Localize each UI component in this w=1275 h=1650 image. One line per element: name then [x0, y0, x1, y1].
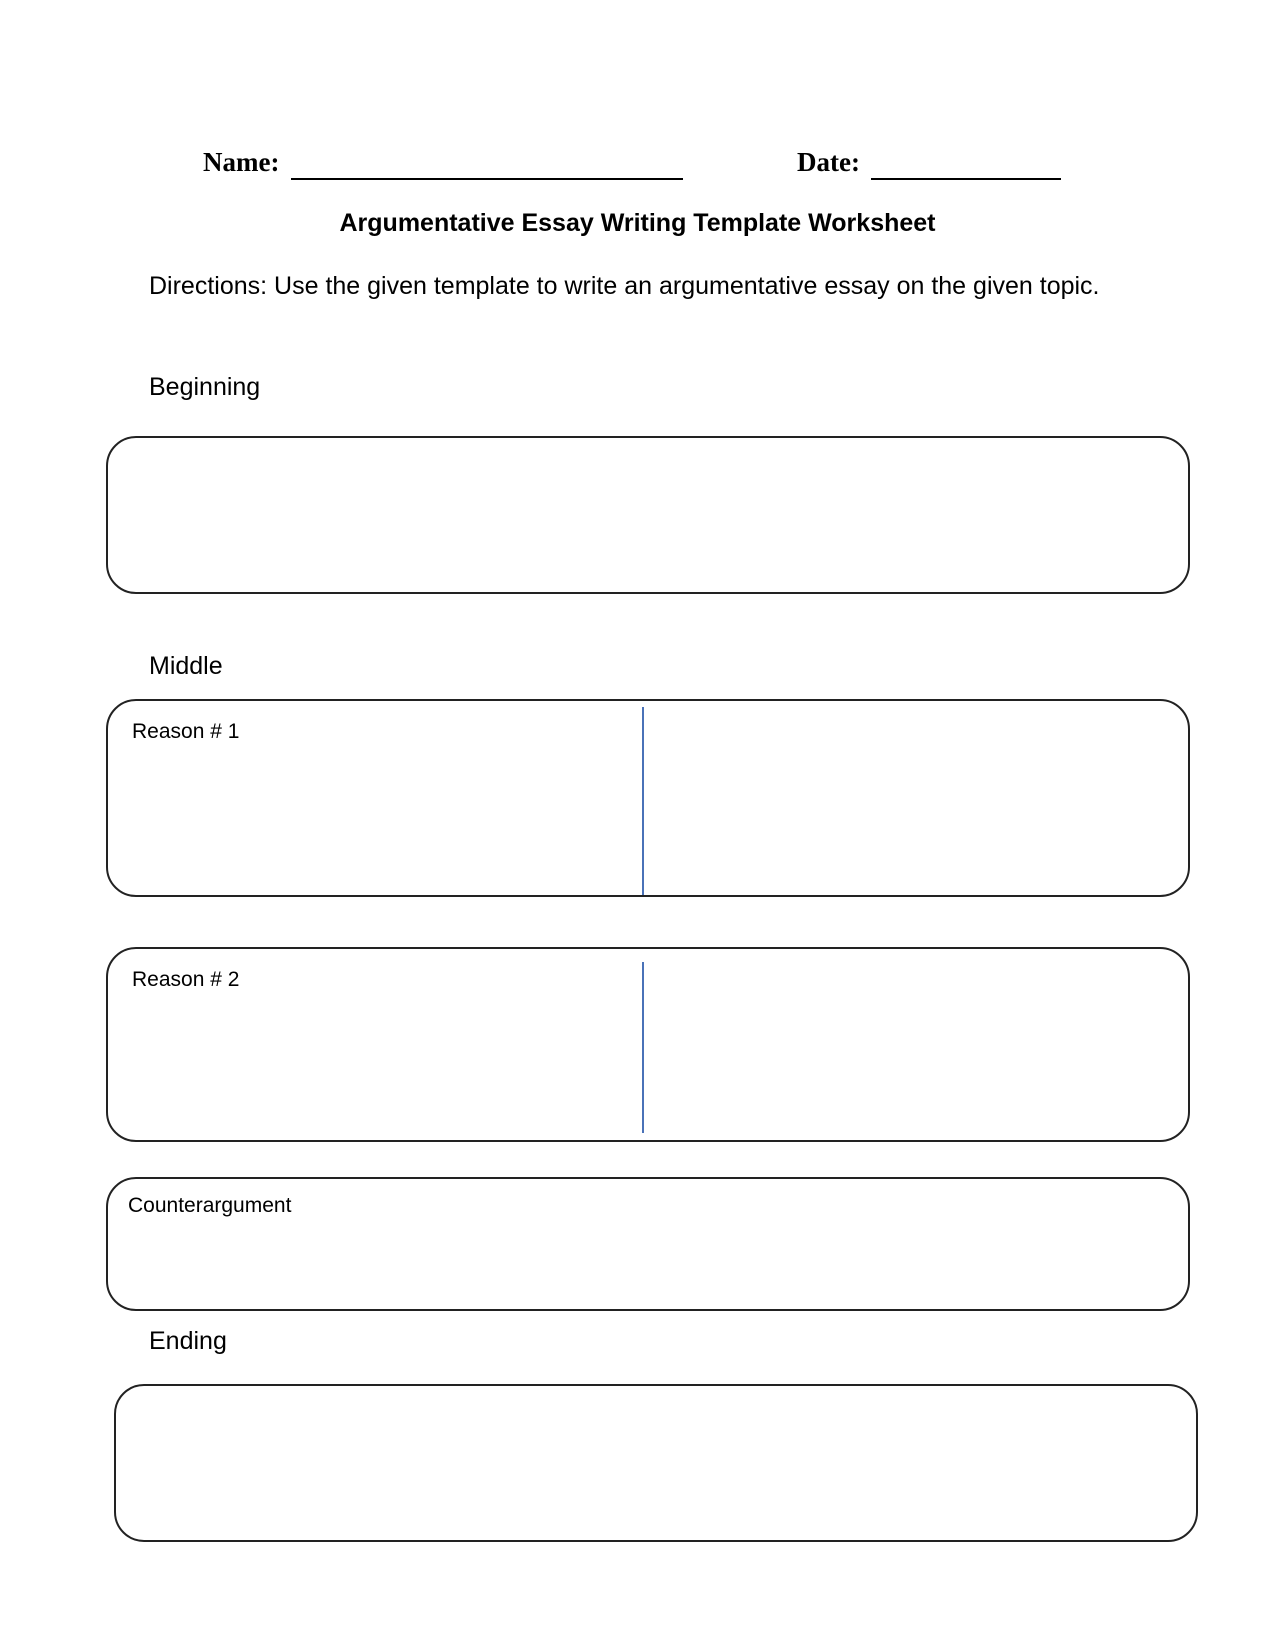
date-label: Date:	[797, 147, 860, 177]
middle-label: Middle	[149, 652, 223, 680]
ending-box[interactable]	[114, 1384, 1198, 1542]
reason2-box[interactable]	[106, 947, 1190, 1142]
directions-text: Directions: Use the given template to write an argumentative essay on the given topic.	[149, 272, 1100, 300]
reason1-box[interactable]	[106, 699, 1190, 897]
ending-label: Ending	[149, 1327, 227, 1355]
reason1-label: Reason # 1	[132, 720, 240, 743]
beginning-box[interactable]	[106, 436, 1190, 594]
worksheet-title: Argumentative Essay Writing Template Worksheet	[339, 209, 936, 237]
date-field[interactable]	[871, 178, 1061, 180]
reason2-label: Reason # 2	[132, 968, 240, 991]
counterargument-label: Counterargument	[128, 1194, 292, 1217]
beginning-label: Beginning	[149, 373, 261, 401]
name-field[interactable]	[291, 178, 683, 180]
reason1-divider	[642, 707, 644, 895]
name-label: Name:	[203, 147, 280, 177]
reason2-divider	[642, 962, 644, 1133]
